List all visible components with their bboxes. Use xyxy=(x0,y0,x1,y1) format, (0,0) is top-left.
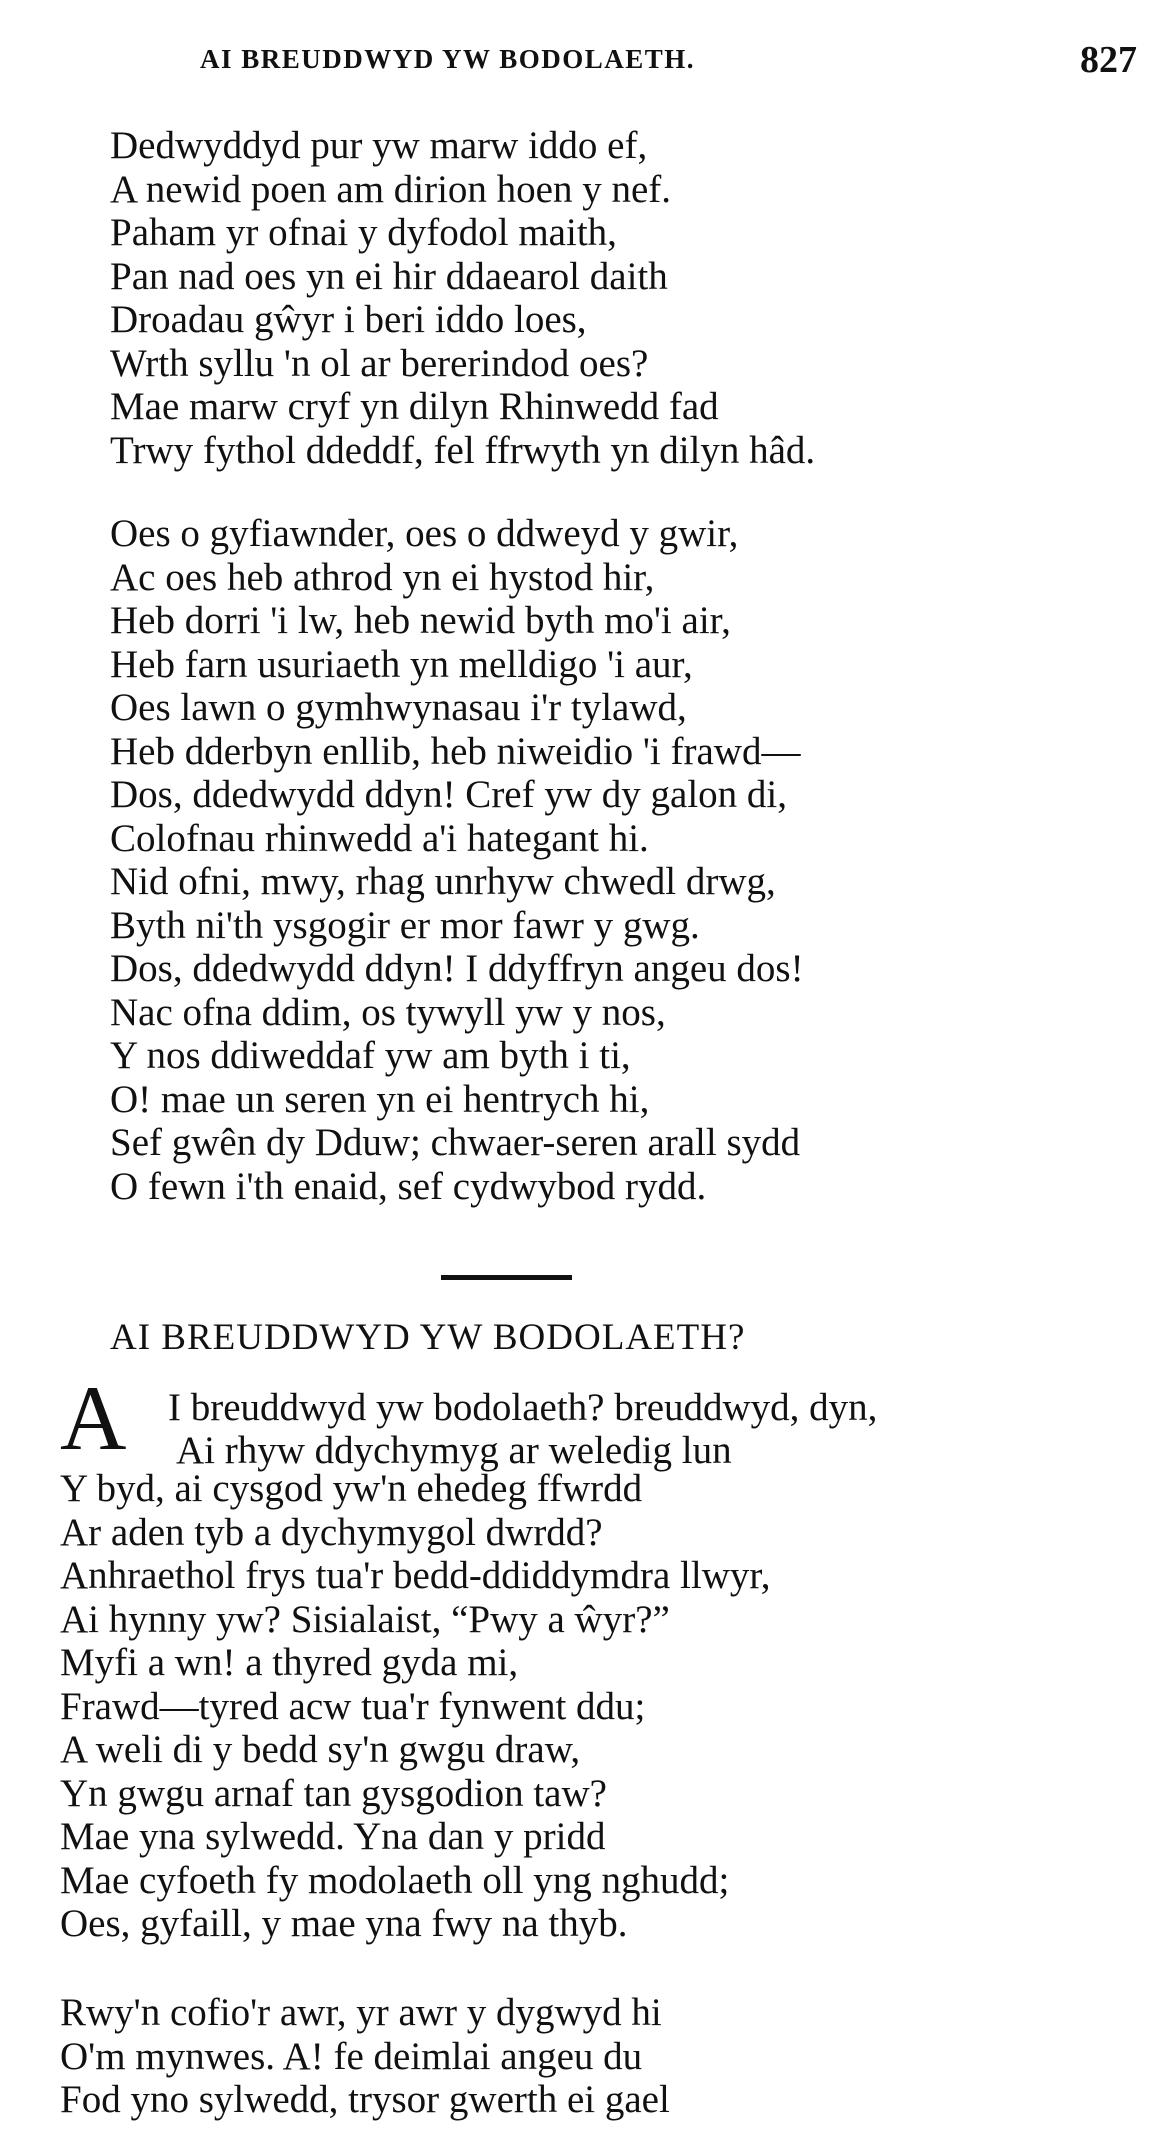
verse-line: Rwy'n cofio'r awr, yr awr y dygwyd hi xyxy=(60,1991,662,2034)
verse-line: Heb dorri 'i lw, heb newid byth mo'i air, xyxy=(110,599,731,642)
verse-line: Nac ofna ddim, os tywyll yw y nos, xyxy=(110,990,666,1034)
verse-line: Oes lawn o gymhwynasau i'r tylawd, xyxy=(110,686,687,729)
verse-line: Dedwyddyd pur yw marw iddo ef, xyxy=(110,124,648,167)
verse-line: Oes, gyfaill, y mae yna fwy na thyb. xyxy=(60,1902,628,1945)
running-header: AI BREUDDWYD YW BODOLAETH. xyxy=(200,44,696,74)
verse-line: Byth ni'th ysgogir er mor fawr y gwg. xyxy=(110,903,700,947)
verse-line: O'm mynwes. A! fe deimlai angeu du xyxy=(60,2034,643,2078)
verse-line: O! mae un seren yn ei hentrych hi, xyxy=(110,1077,650,1121)
verse-line: Yn gwgu arnaf tan gysgodion taw? xyxy=(60,1771,607,1815)
verse-line: A newid poen am dirion hoen y nef. xyxy=(110,167,672,211)
verse-line: Y byd, ai cysgod yw'n ehedeg ffwrdd xyxy=(60,1467,643,1510)
verse-line: A weli di y bedd sy'n gwgu draw, xyxy=(60,1728,581,1771)
verse-line: Colofnau rhinwedd a'i hategant hi. xyxy=(110,816,649,860)
verse-line: Dos, ddedwydd ddyn! Cref yw dy galon di, xyxy=(110,773,787,816)
verse-line: Frawd—tyred acw tua'r fynwent ddu; xyxy=(60,1684,646,1728)
poem-stanza-1 xyxy=(60,1467,771,1946)
verse-line: Nid ofni, mwy, rhag unrhyw chwedl drwg, xyxy=(110,860,776,903)
page-number: 827 xyxy=(1080,39,1137,81)
stanza-1 xyxy=(110,124,815,472)
verse-line: Wrth syllu 'n ol ar bererindod oes? xyxy=(110,341,649,385)
verse-line: Paham yr ofnai y dyfodol maith, xyxy=(110,211,617,254)
verse-line: Fod yno sylwedd, trysor gwerth ei gael xyxy=(60,2078,670,2121)
verse-line: Sef gwên dy Dduw; chwaer-seren arall sydd xyxy=(110,1121,801,1164)
verse-line: Ac oes heb athrod yn ei hystod hir, xyxy=(110,555,655,599)
verse-line: Mae yna sylwedd. Yna dan y pridd xyxy=(60,1815,606,1858)
opening-line-2: Ai rhyw ddychymyg ar weledig lun xyxy=(176,1429,732,1472)
verse-line: Heb dderbyn enllib, heb niweidio 'i frawd— xyxy=(110,729,801,773)
verse-line: Myfi a wn! a thyred gyda mi, xyxy=(60,1641,519,1684)
verse-line: Oes o gyfiawnder, oes o ddweyd y gwir, xyxy=(110,512,739,555)
poem-title: AI BREUDDWYD YW BODOLAETH? xyxy=(110,1317,746,1358)
verse-line: Pan nad oes yn ei hir ddaearol daith xyxy=(110,254,668,298)
verse-line: O fewn i'th enaid, sef cydwybod rydd. xyxy=(110,1164,707,1208)
drop-cap: A xyxy=(60,1367,127,1469)
verse-line: Mae cyfoeth fy modolaeth oll yng nghudd; xyxy=(60,1858,730,1902)
verse-line: Mae marw cryf yn dilyn Rhinwedd fad xyxy=(110,385,719,428)
verse-line: Ai hynny yw? Sisialaist, “Pwy a ŵyr?” xyxy=(60,1597,670,1641)
section-divider-rule xyxy=(441,1275,572,1280)
verse-line: Anhraethol frys tua'r bedd-ddiddymdra llwyr, xyxy=(60,1554,771,1597)
verse-line: Heb farn usuriaeth yn melldigo 'i aur, xyxy=(110,642,693,686)
verse-line: Trwy fythol ddeddf, fel ffrwyth yn dilyn hâd. xyxy=(110,428,816,472)
verse-line: Ar aden tyb a dychymygol dwrdd? xyxy=(60,1510,603,1554)
stanza-2 xyxy=(110,512,804,1208)
verse-line: Droadau gŵyr i beri iddo loes, xyxy=(110,298,587,341)
poem-stanza-2 xyxy=(60,1991,670,2122)
opening-line: I breuddwyd yw bodolaeth? breuddwyd, dyn, xyxy=(168,1386,878,1429)
verse-line: Dos, ddedwydd ddyn! I ddyffryn angeu dos! xyxy=(110,947,804,990)
verse-line: Y nos ddiweddaf yw am byth i ti, xyxy=(110,1034,631,1077)
